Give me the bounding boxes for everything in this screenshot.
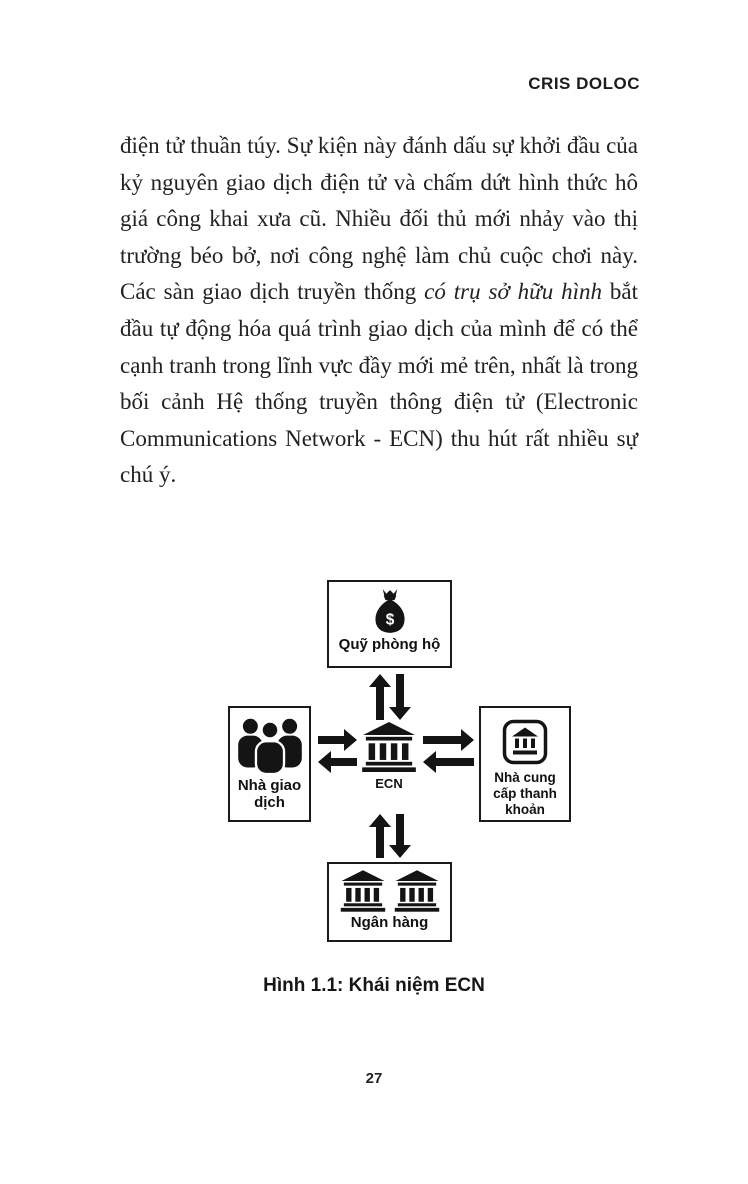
arrow-right-icon — [423, 729, 474, 751]
banks-box — [327, 862, 452, 942]
hedge-fund-box — [327, 580, 452, 668]
body-paragraph — [120, 128, 638, 494]
traders-people-icon — [234, 716, 306, 774]
page-header-author: CRIS DOLOC — [528, 74, 640, 93]
bank-icon — [340, 870, 386, 912]
bank-icons-row — [340, 870, 440, 912]
paragraph-text-continued: bắt đầu tự động hóa quá trình giao dịch của mình để có thể cạnh tranh trong lĩnh vực đầy mới mẻ trên, nhất là trong bối cảnh Hệ thống truyền thông điện tử (Electronic Communications Network - ECN) thu hút rất nhiều sự chú ý. — [120, 279, 638, 488]
arrow-down-icon — [389, 814, 411, 858]
ecn-label: ECN — [375, 776, 403, 791]
arrow-left-icon — [423, 751, 474, 773]
paragraph-italic-phrase: có trụ sở hữu hình — [424, 279, 602, 305]
arrow-up-icon — [369, 814, 391, 858]
arrow-right-icon — [318, 729, 357, 751]
traders-box — [228, 706, 311, 822]
liquidity-provider-label: Nhà cung cấp thanh khoản — [493, 770, 557, 817]
hedge-fund-label: Quỹ phòng hộ — [338, 636, 441, 653]
traders-label: Nhà giao dịch — [237, 777, 302, 811]
ecn-bank-icon — [361, 722, 417, 772]
bank-icon — [394, 870, 440, 912]
paragraph-text: điện tử thuần túy. Sự kiện này đánh dấu sự khởi đầu của kỷ nguyên giao dịch điện tử và chấm dứt hình thức hô giá công khai xưa cũ. Nhiều đối thủ mới nhảy vào thị trường béo bở, nơi công nghệ làm chủ cuộc chơi này. Các sàn giao dịch truyền thống — [120, 133, 638, 305]
ecn-center-node — [361, 722, 417, 791]
liquidity-provider-box — [479, 706, 571, 822]
figure-caption: Hình 1.1: Khái niệm ECN — [263, 975, 485, 996]
arrow-left-icon — [318, 751, 357, 773]
arrow-up-icon — [369, 674, 391, 720]
page-number: 27 — [365, 1070, 383, 1087]
money-bag-icon — [370, 587, 410, 635]
arrow-down-icon — [389, 674, 411, 720]
ecn-diagram — [0, 570, 748, 970]
banks-label: Ngân hàng — [350, 914, 429, 931]
liquidity-provider-icon — [502, 719, 548, 765]
dollar-symbol: $ — [385, 611, 394, 629]
